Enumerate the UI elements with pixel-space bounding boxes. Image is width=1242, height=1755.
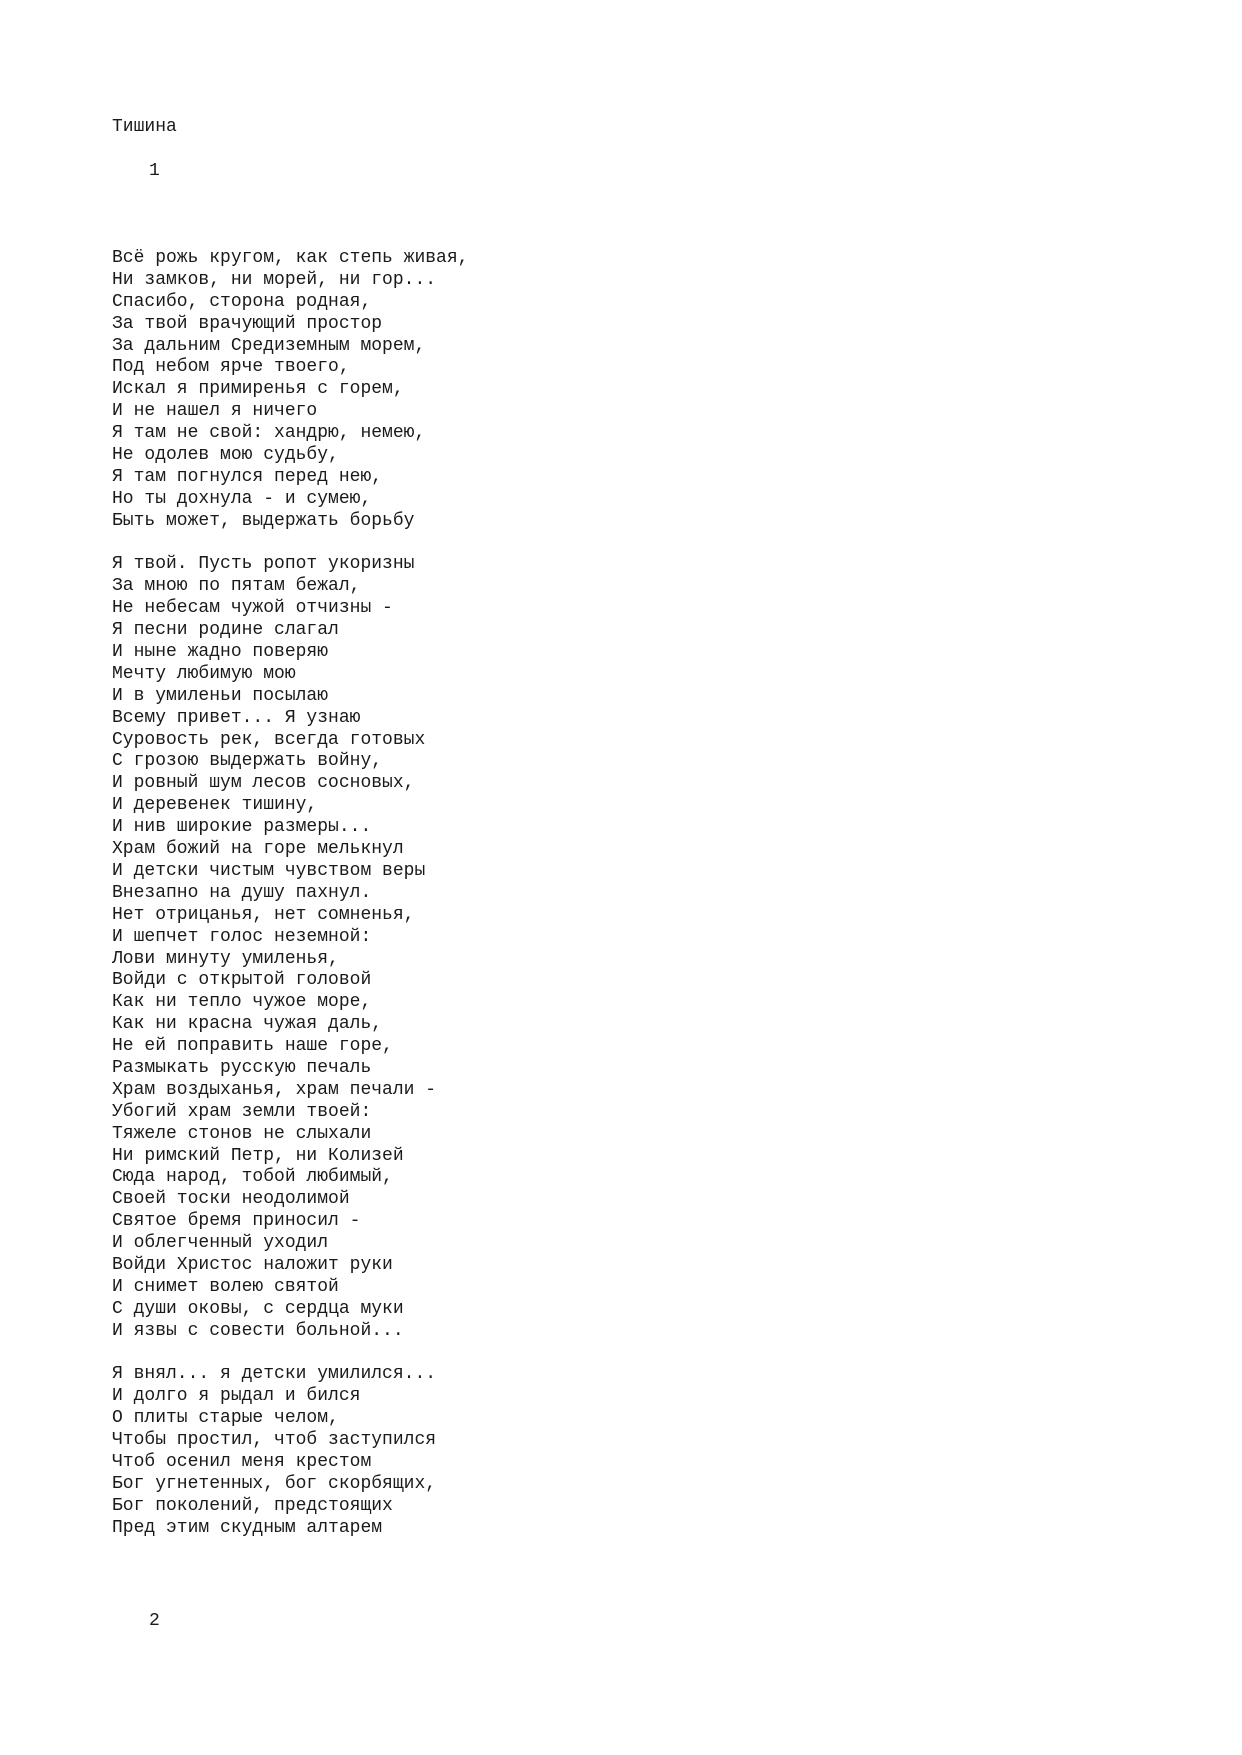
poem-line: Храм божий на горе мелькнул bbox=[112, 839, 404, 860]
poem-line: Тяжеле стонов не слыхали bbox=[112, 1123, 372, 1144]
poem-line: И детски чистым чувством веры bbox=[112, 860, 426, 881]
poem-line: Святое бремя приносил - bbox=[112, 1211, 361, 1232]
poem-line: И деревенек тишину, bbox=[112, 795, 318, 816]
poem-line: Искал я примиренья с горем, bbox=[112, 379, 404, 400]
poem-line: Нет отрицанья, нет сомненья, bbox=[112, 904, 415, 925]
poem-line: Пред этим скудным алтарем bbox=[112, 1517, 383, 1538]
poem-line: И ныне жадно поверяю bbox=[112, 642, 329, 663]
poem-line: Но ты дохнула - и сумею, bbox=[112, 488, 372, 509]
poem-line: И снимет волею святой bbox=[112, 1276, 339, 1297]
poem-line: Не небесам чужой отчизны - bbox=[112, 598, 393, 619]
poem-line: Чтобы простил, чтоб заступился bbox=[112, 1430, 437, 1451]
poem-line: Не одолев мою судьбу, bbox=[112, 445, 339, 466]
poem-line: И шепчет голос неземной: bbox=[112, 926, 372, 947]
poem-line: С грозою выдержать войну, bbox=[112, 751, 383, 772]
poem-line: С души оковы, с сердца муки bbox=[112, 1298, 404, 1319]
poem-line: Я там не свой: хандрю, немею, bbox=[112, 423, 426, 444]
poem-line: Своей тоски неодолимой bbox=[112, 1189, 350, 1210]
poem-line: Бог поколений, предстоящих bbox=[112, 1495, 393, 1516]
poem-line: Ни римский Петр, ни Колизей bbox=[112, 1145, 404, 1166]
poem-line: За твой врачующий простор bbox=[112, 313, 383, 334]
poem-line: Бог угнетенных, бог скорбящих, bbox=[112, 1473, 437, 1494]
poem-line: Всему привет... Я узнаю bbox=[112, 707, 361, 728]
poem-line: Ни замков, ни морей, ни гор... bbox=[112, 269, 437, 290]
poem-body bbox=[112, 248, 468, 1540]
poem-line: И долго я рыдал и бился bbox=[112, 1386, 361, 1407]
poem-line: И в умиленьи посылаю bbox=[112, 685, 329, 706]
poem-line: Храм воздыханья, храм печали - bbox=[112, 1079, 437, 1100]
poem-line: Под небом ярче твоего, bbox=[112, 357, 350, 378]
poem-line: И нив широкие размеры... bbox=[112, 817, 372, 838]
poem-line: Лови минуту умиленья, bbox=[112, 948, 339, 969]
poem-line: И не нашел я ничего bbox=[112, 401, 318, 422]
poem-line: О плиты старые челом, bbox=[112, 1408, 339, 1429]
poem-line: Суровость рек, всегда готовых bbox=[112, 729, 426, 750]
page-number-bottom: 2 bbox=[149, 1611, 160, 1631]
poem-line: Спасибо, сторона родная, bbox=[112, 291, 372, 312]
poem-line: За мною по пятам бежал, bbox=[112, 576, 361, 597]
poem-line: Внезапно на душу пахнул. bbox=[112, 882, 372, 903]
poem-line: Быть может, выдержать борьбу bbox=[112, 510, 415, 531]
poem-line: Всё рожь кругом, как степь живая, bbox=[112, 248, 469, 268]
poem-line: Я там погнулся перед нею, bbox=[112, 466, 383, 487]
poem-line: И облегченный уходил bbox=[112, 1233, 329, 1254]
poem-line: Войди Христос наложит руки bbox=[112, 1254, 393, 1275]
poem-line: Чтоб осенил меня крестом bbox=[112, 1451, 372, 1472]
page-number-top: 1 bbox=[149, 161, 160, 181]
page-title: Тишина bbox=[112, 117, 177, 137]
stanza bbox=[112, 248, 468, 533]
poem-line: За дальним Средиземным морем, bbox=[112, 335, 426, 356]
poem-line: Я твой. Пусть ропот укоризны bbox=[112, 554, 415, 575]
poem-line: Войди с открытой головой bbox=[112, 970, 372, 991]
poem-line: Размыкать русскую печаль bbox=[112, 1057, 372, 1078]
poem-line: Я песни родине слагал bbox=[112, 620, 339, 641]
stanza bbox=[112, 1364, 468, 1539]
poem-line: Я внял... я детски умилился... bbox=[112, 1364, 437, 1385]
poem-line: Как ни красна чужая даль, bbox=[112, 1014, 383, 1035]
poem-line: Не ей поправить наше горе, bbox=[112, 1036, 393, 1057]
poem-line: Убогий храм земли твоей: bbox=[112, 1101, 372, 1122]
stanza bbox=[112, 554, 468, 1342]
poem-line: Мечту любимую мою bbox=[112, 663, 296, 684]
poem-line: Сюда народ, тобой любимый, bbox=[112, 1167, 393, 1188]
poem-line: Как ни тепло чужое море, bbox=[112, 992, 372, 1013]
poem-line: И ровный шум лесов сосновых, bbox=[112, 773, 415, 794]
poem-line: И язвы с совести больной... bbox=[112, 1320, 404, 1341]
